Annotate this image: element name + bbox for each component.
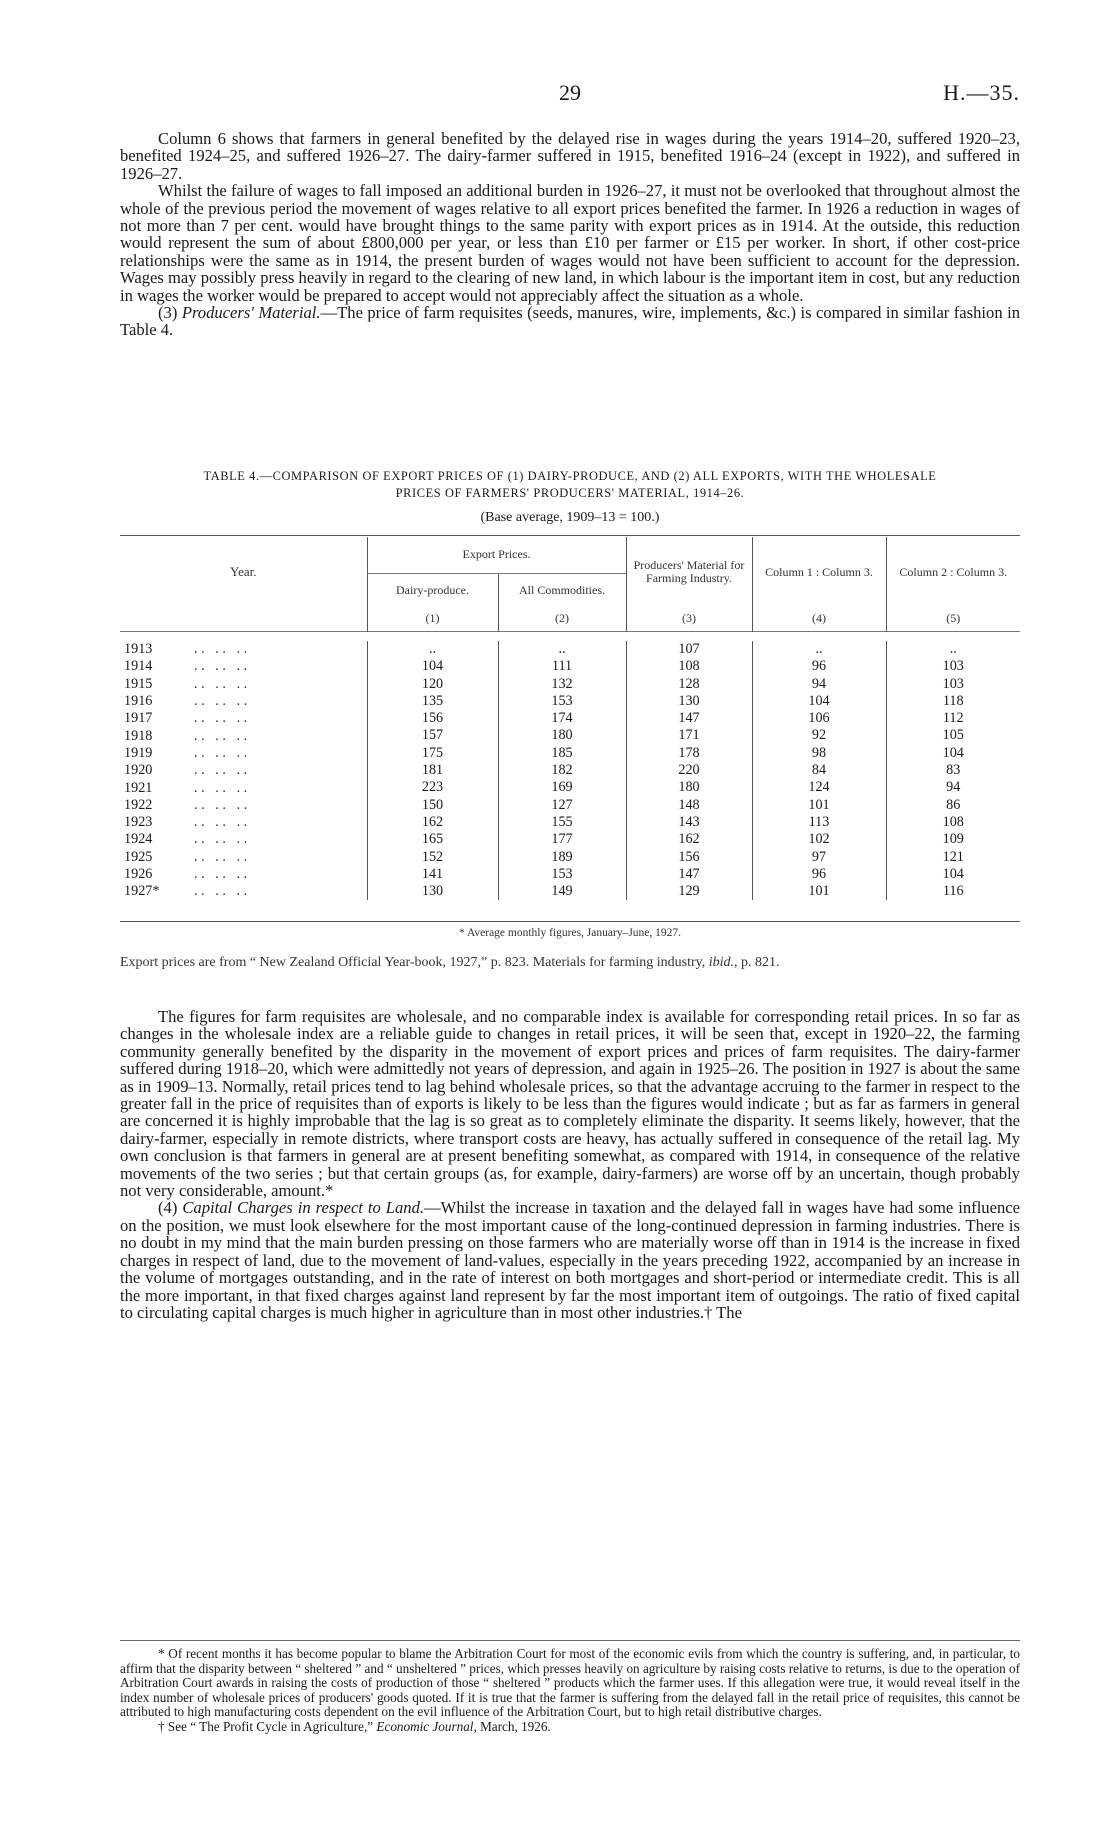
paragraph-farm-requisites: The figures for farm requisites are wholesale, and no comparable index is available for corresponding retail prices. In so far as changes in the wholesale index are a reliable guide to changes in retail prices, it will be seen that, except in 1920–22, the farming community generally benefited by the disparity in the movement of export prices and prices of farm requisites. The dairy-farmer suffered during 1918–20, which were admittedly not years of depression, and again in 1925–26. The position in 1927 is about the same as in 1909–13. Normally, retail prices tend to lag behind wholesale prices, so that the advantage accruing to the farmer in respect to the greater fall in the price of requisites than of exports is likely to be less than the figures would indicate ; but as far as farmers in general are concerned it is highly improbable that the lag is so great as to completely eliminate the disparity. It seems likely, however, that the dairy-farmer, especially in remote districts, where transport costs are heavy, has actually suffered in consequence of the retail lag. My own conclusion is that farmers in general are at present benefiting somewhat, as compared with 1914, in consequence of the relative movements of the two series ; but that certain groups (as, for example, dairy-farmers) are worse off by an uncertain, though probably not very considerable, amount.*	[120, 1007, 1020, 1201]
value-cell-col-1: 162	[367, 814, 498, 831]
table-row	[120, 814, 1020, 831]
year-label: 1914	[124, 658, 153, 675]
value-cell-col-2: 155	[498, 814, 626, 831]
value-cell-col-2: 177	[498, 831, 626, 848]
value-cell-col-5: 104	[886, 745, 1020, 762]
table-bottom-rule	[120, 921, 1020, 922]
value-cell-col-5: 108	[886, 814, 1020, 831]
table-row	[120, 693, 1020, 710]
paragraph-column6: Column 6 shows that farmers in general benefited by the delayed rise in wages during the years 1914–20, suffered 1920–23, benefited 1924–25, and suffered 1926–27. The dairy-farmer suffered in 1915, benefited 1916–24 (except in 1922), and suffered in 1926–27.	[120, 129, 1020, 183]
leader-dots: . . . . . .	[194, 762, 248, 779]
leader-dots: . . . . . .	[194, 675, 248, 692]
year-cell	[120, 710, 367, 727]
footnote-date: March, 1926.	[476, 1718, 551, 1734]
section-text-capital: —Whilst the increase in taxation and the delayed fall in wages have had some influence on the position, we must look elsewhere for the most important cause of the long-continued depression in farming industries. There is no doubt in my mind that the main burden pressing on those farmers who are materially worse off than in 1914 is the increase in fixed charges in respect of land, due to the movement of land-values, especially in the years preceding 1922, accompanied by an increase in the volume of mortgages outstanding, and in the rate of interest on both mortgages and short-period or intermediate credit. This is all the more important, in that fixed charges against land represent by far the most important item of outgoings. The ratio of fixed capital to circulating capital charges is much higher in agriculture than in most other industries.† The	[120, 1198, 1021, 1322]
value-cell-col-1: 104	[367, 658, 498, 675]
year-label: 1923	[124, 814, 153, 831]
value-cell-col-4: 94	[752, 676, 886, 693]
page-number: 29	[559, 80, 581, 105]
value-cell-col-4: 101	[752, 797, 886, 814]
year-cell	[120, 658, 367, 675]
value-cell-col-1: ..	[367, 641, 498, 658]
value-cell-col-5: 94	[886, 779, 1020, 796]
value-cell-col-4: 106	[752, 710, 886, 727]
value-cell-col-1: 130	[367, 883, 498, 900]
value-cell-col-3: 178	[626, 745, 752, 762]
value-cell-col-1: 181	[367, 762, 498, 779]
header-dairy-produce: Dairy-produce.	[367, 573, 498, 607]
value-cell-col-2: 153	[498, 693, 626, 710]
value-cell-col-1: 223	[367, 779, 498, 796]
year-cell	[120, 866, 367, 883]
section-text: —The price of farm requisites (seeds, manures, wire, implements, &c.) is compared in similar fashion in Table 4.	[120, 303, 1020, 340]
leader-dots: . . . . . .	[194, 796, 248, 813]
value-cell-col-3: 162	[626, 831, 752, 848]
value-cell-col-3: 147	[626, 866, 752, 883]
value-cell-col-3: 108	[626, 658, 752, 675]
year-label: 1917	[124, 710, 153, 727]
year-cell	[120, 762, 367, 779]
table-caption-line-1: TABLE 4.—COMPARISON OF EXPORT PRICES OF (1) DAIRY-PRODUCE, AND (2) ALL EXPORTS, WITH THE WHOLESALE	[203, 469, 937, 483]
value-cell-col-5: 103	[886, 658, 1020, 675]
table-row	[120, 727, 1020, 744]
value-cell-col-3: 220	[626, 762, 752, 779]
value-cell-col-2: 111	[498, 658, 626, 675]
table-row	[120, 710, 1020, 727]
page-header	[120, 80, 1020, 110]
leader-dots: . . . . . .	[194, 727, 248, 744]
value-cell-col-3: 147	[626, 710, 752, 727]
year-label: 1916	[124, 693, 153, 710]
body-text-top	[120, 130, 1020, 339]
header-all-commodities: All Commodities.	[498, 573, 626, 607]
table-row	[120, 658, 1020, 675]
document-reference: H.—35.	[943, 80, 1020, 105]
leader-dots: . . . . . .	[194, 779, 248, 796]
year-cell	[120, 641, 367, 658]
year-label: 1921	[124, 779, 153, 796]
value-cell-col-2: 149	[498, 883, 626, 900]
value-cell-col-2: 127	[498, 797, 626, 814]
leader-dots: . . . . . .	[194, 831, 248, 848]
value-cell-col-2: 174	[498, 710, 626, 727]
value-cell-col-1: 120	[367, 676, 498, 693]
value-cell-col-3: 129	[626, 883, 752, 900]
year-cell	[120, 849, 367, 866]
value-cell-col-4: 102	[752, 831, 886, 848]
year-cell	[120, 883, 367, 900]
value-cell-col-1: 156	[367, 710, 498, 727]
year-cell	[120, 797, 367, 814]
table-base-note: (Base average, 1909–13 = 100.)	[480, 510, 660, 525]
source-note-text: Export prices are from “ New Zealand Official Year-book, 1927,” p. 823. Materials for farming industry,	[120, 955, 709, 970]
value-cell-col-2: 189	[498, 849, 626, 866]
value-cell-col-3: 130	[626, 693, 752, 710]
year-label: 1925	[124, 848, 153, 865]
year-label: 1913	[124, 641, 153, 658]
footnote-profit-cycle	[120, 1720, 1020, 1735]
value-cell-col-1: 135	[367, 693, 498, 710]
header-export-prices: Export Prices.	[367, 537, 626, 573]
table-body	[120, 641, 1020, 900]
value-cell-col-5: ..	[886, 641, 1020, 658]
footnote-profit-cycle-text: † See “ The Profit Cycle in Agriculture,”	[158, 1718, 377, 1734]
value-cell-col-2: 185	[498, 745, 626, 762]
value-cell-col-4: 92	[752, 727, 886, 744]
header-ratio-2-3: Column 2 : Column 3.	[886, 537, 1020, 607]
body-text-bottom	[120, 1008, 1020, 1321]
year-label: 1919	[124, 744, 153, 761]
year-cell	[120, 727, 367, 744]
table-row	[120, 831, 1020, 848]
year-cell	[120, 676, 367, 693]
year-cell	[120, 831, 367, 848]
leader-dots: . . . . . .	[194, 848, 248, 865]
value-cell-col-5: 116	[886, 883, 1020, 900]
value-cell-col-4: 97	[752, 849, 886, 866]
value-cell-col-3: 156	[626, 849, 752, 866]
table-caption	[120, 468, 1020, 502]
value-cell-col-4: 101	[752, 883, 886, 900]
footnote-arbitration: * Of recent months it has become popular to blame the Arbitration Court for most of the economic evils from which the country is suffering, and, in particular, to affirm that the disparity between “ sheltered ” and “ unsheltered ” prices, which presses heavily on agriculture by raising costs relative to returns, is due to the operation of Arbitration Court awards in raising the costs of production of those “ sheltered ” products which the farmer uses. If this allegation were true, it would reveal itself in the index number of wholesale prices of producers' goods quoted. If it is true that the farmer is suffering from the delayed fall in the retail price of requisites, this cannot be attributed to high manufacturing costs dependent on the evil influence of the Arbitration Court, but to high retail distributive charges.	[120, 1646, 1020, 1720]
year-cell	[120, 779, 367, 796]
column-number-1: (1)	[367, 607, 498, 631]
paragraph-capital-charges	[120, 1199, 1020, 1321]
year-cell	[120, 814, 367, 831]
value-cell-col-2: 180	[498, 727, 626, 744]
year-label: 1918	[124, 727, 153, 744]
value-cell-col-3: 148	[626, 797, 752, 814]
year-label: 1924	[124, 831, 153, 848]
value-cell-col-3: 143	[626, 814, 752, 831]
value-cell-col-4: 104	[752, 693, 886, 710]
value-cell-col-3: 128	[626, 676, 752, 693]
value-cell-col-4: 84	[752, 762, 886, 779]
section-heading-capital: Capital Charges in respect to Land.	[182, 1198, 425, 1218]
value-cell-col-2: 182	[498, 762, 626, 779]
leader-dots: . . . . . .	[194, 710, 248, 727]
header-ratio-1-3: Column 1 : Column 3.	[752, 537, 886, 607]
year-label: 1926	[124, 866, 153, 882]
value-cell-col-5: 86	[886, 797, 1020, 814]
leader-dots: . . . . . .	[194, 744, 248, 761]
column-number-2: (2)	[498, 607, 626, 631]
year-label: 1920	[124, 762, 153, 779]
table-row	[120, 745, 1020, 762]
table-row	[120, 849, 1020, 866]
value-cell-col-5: 112	[886, 710, 1020, 727]
footnote-journal-name: Economic Journal,	[376, 1718, 477, 1734]
value-cell-col-1: 152	[367, 849, 498, 866]
value-cell-col-5: 118	[886, 693, 1020, 710]
value-cell-col-5: 103	[886, 676, 1020, 693]
value-cell-col-4: 96	[752, 658, 886, 675]
table-row	[120, 641, 1020, 658]
leader-dots: . . . . . .	[194, 883, 248, 900]
value-cell-col-4: 124	[752, 779, 886, 796]
value-cell-col-3: 107	[626, 641, 752, 658]
source-note	[120, 955, 1020, 971]
value-cell-col-1: 157	[367, 727, 498, 744]
value-cell-col-5: 105	[886, 727, 1020, 744]
value-cell-col-4: 98	[752, 745, 886, 762]
value-cell-col-1: 141	[367, 866, 498, 883]
table-row	[120, 883, 1020, 900]
table-row	[120, 866, 1020, 883]
leader-dots: . . . . . .	[194, 866, 248, 882]
value-cell-col-4: 113	[752, 814, 886, 831]
header-producers-material: Producers' Material for Farming Industry.	[626, 537, 752, 607]
column-number-4: (4)	[752, 607, 886, 631]
footnotes	[120, 1647, 1020, 1735]
table-top-rule	[120, 535, 1020, 536]
value-cell-col-2: 169	[498, 779, 626, 796]
table-row	[120, 762, 1020, 779]
section-heading: Producers' Material.	[181, 303, 321, 323]
table-footnote: * Average monthly figures, January–June, 1927.	[458, 927, 682, 939]
year-label: 1915	[124, 675, 153, 692]
value-cell-col-3: 171	[626, 727, 752, 744]
year-label: 1927*	[124, 883, 160, 900]
section-number-4: (4)	[158, 1198, 183, 1218]
leader-dots: . . . . . .	[194, 693, 248, 710]
year-cell	[120, 745, 367, 762]
section-number: (3)	[158, 303, 182, 323]
year-cell	[120, 693, 367, 710]
column-number-5: (5)	[886, 607, 1020, 631]
table-row	[120, 676, 1020, 693]
paragraph-wages: Whilst the failure of wages to fall imposed an additional burden in 1926–27, it must not be overlooked that throughout almost the whole of the previous period the movement of wages relative to all export prices benefited the farmer. In 1926 a reduction in wages of not more than 7 per cent. would have brought things to the same parity with export prices as in 1914. At the outside, this reduction would represent the sum of about £800,000 per year, or less than £10 per farmer or £15 per worker. In short, if other cost-price relationships were the same as in 1914, the present burden of wages would not have been sufficient to account for the depression. Wages may possibly press heavily in regard to the clearing of new land, in which labour is the important item in cost, but any reduction in wages the worker would be prepared to accept would not appreciably affect the situation as a whole.	[120, 181, 1020, 305]
value-cell-col-4: ..	[752, 641, 886, 658]
value-cell-col-2: 153	[498, 866, 626, 883]
header-year: Year.	[230, 564, 257, 579]
value-cell-col-5: 121	[886, 849, 1020, 866]
column-number-3: (3)	[626, 607, 752, 631]
value-cell-col-5: 83	[886, 762, 1020, 779]
value-cell-col-5: 109	[886, 831, 1020, 848]
source-note-ibid: ibid.	[708, 955, 734, 970]
value-cell-col-1: 165	[367, 831, 498, 848]
table-caption-line-2: PRICES OF FARMERS' PRODUCERS' MATERIAL, 1914–26.	[395, 486, 745, 500]
value-cell-col-3: 180	[626, 779, 752, 796]
value-cell-col-2: 132	[498, 676, 626, 693]
value-cell-col-1: 175	[367, 745, 498, 762]
value-cell-col-4: 96	[752, 866, 886, 883]
leader-dots: . . . . . .	[194, 658, 248, 675]
paragraph-producers-material	[120, 304, 1020, 339]
year-label: 1922	[124, 796, 153, 813]
value-cell-col-1: 150	[367, 797, 498, 814]
comparison-table	[120, 537, 1020, 900]
leader-dots: . . . . . .	[194, 814, 248, 831]
leader-dots: . . . . . .	[194, 641, 248, 658]
value-cell-col-5: 104	[886, 866, 1020, 883]
value-cell-col-2: ..	[498, 641, 626, 658]
footnote-rule	[120, 1640, 1020, 1641]
table-row	[120, 779, 1020, 796]
source-note-page: , p. 821.	[734, 955, 780, 970]
table-row	[120, 797, 1020, 814]
